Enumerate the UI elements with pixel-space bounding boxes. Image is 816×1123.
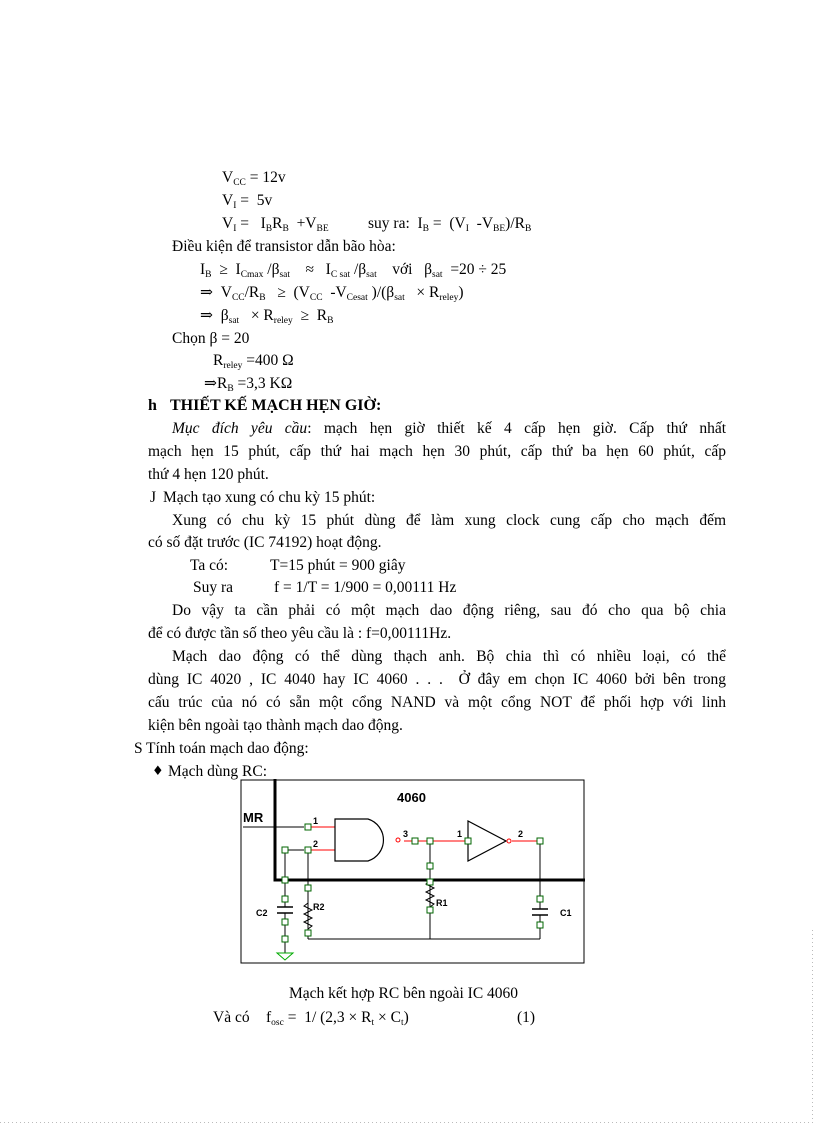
purpose-rest: : mạch hẹn giờ thiết kế 4 cấp hẹn giờ. Cấp thứ nhất bbox=[307, 420, 726, 437]
osc-para-line-2: để có được tần số theo yêu cầu là : f=0,00111Hz. bbox=[148, 625, 452, 642]
osc-para-line-1: Do vậy ta cần phải có một mạch dao động riêng, sau đó cho qua bộ chia bbox=[172, 602, 726, 619]
c2-label: C2 bbox=[256, 908, 268, 918]
eq-vcc-rb: ⇒ $V_{CC}/R_B \ge (V_{CC}$ $-V_{Cesat}$ )$/(\beta_{sat} \times R_{reley})$ bbox=[200, 284, 464, 303]
eq-vi-ib: $V_I = I_BR_B +V_{BE}$ bbox=[222, 215, 329, 234]
sub-marker-j: J bbox=[150, 489, 157, 506]
not-gate bbox=[468, 821, 506, 861]
section-marker: h bbox=[148, 397, 157, 414]
mr-label: MR bbox=[243, 810, 264, 825]
section-heading: THIẾT KẾ MẠCH HẸN GIỜ: bbox=[170, 397, 382, 414]
pin-nand-in2: 2 bbox=[313, 839, 319, 849]
choose-beta: Chọn β = 20 bbox=[172, 330, 250, 347]
pulse-generator-heading: Mạch tạo xung có chu kỳ 15 phút: bbox=[163, 489, 376, 506]
formula-label: Và có bbox=[213, 1009, 250, 1026]
ground-icon bbox=[277, 953, 293, 960]
pin-nand-in1: 1 bbox=[313, 816, 319, 826]
page-border-right bbox=[812, 930, 813, 1122]
calc-period: T=15 phút = 900 giây bbox=[270, 557, 406, 574]
r1-label: R1 bbox=[436, 898, 448, 908]
nand-gate bbox=[335, 819, 383, 861]
pin-not-in: 1 bbox=[457, 829, 463, 839]
schematic-frame bbox=[241, 780, 584, 963]
rc-oscillator-schematic bbox=[240, 779, 585, 965]
calc-label-1: Ta có: bbox=[190, 557, 229, 574]
ic-para-line-4: kiện bên ngoài tạo thành mạch dao động. bbox=[148, 717, 403, 734]
ic-para-line-3: cấu trúc của nó có sẵn một cổng NAND và một cổng NOT để phối hợp với linh bbox=[148, 694, 726, 711]
r2-label: R2 bbox=[313, 902, 325, 912]
pin-not-out: 2 bbox=[518, 829, 524, 839]
eq-ib-solve: suy ra: $I_B = (V_I$ $-V_{BE})/R_B$ bbox=[368, 215, 532, 234]
red-wires bbox=[308, 827, 540, 850]
bullet-icon: ♦ bbox=[152, 764, 164, 779]
eq-vcc: $V_{CC} = 12v$ bbox=[222, 169, 286, 188]
sub-marker-s: S bbox=[134, 740, 143, 757]
eq-vi: $V_I = 5v$ bbox=[222, 192, 273, 211]
rb-value: $\Rightarrow R_B =3,3$ KΩ bbox=[204, 375, 293, 394]
purpose-line-1 bbox=[172, 419, 726, 439]
nand-bubble bbox=[396, 838, 400, 842]
pulse-para-line-1: Xung có chu kỳ 15 phút dùng để làm xung clock cung cấp cho mạch đếm bbox=[172, 512, 726, 529]
ic-para-line-2: dùng IC 4020 , IC 4040 hay IC 4060 . . . Ở đây em chọn IC 4060 bởi bên trong bbox=[148, 671, 726, 688]
r-relay-value: $R_{reley} =400$ Ω bbox=[213, 352, 294, 371]
ic-label: 4060 bbox=[397, 790, 426, 805]
eq-beta-rrelay: ⇒ $\beta_{sat} \times R_{reley} \ge R_B$ bbox=[200, 307, 334, 326]
not-bubble bbox=[507, 839, 511, 843]
ic-para-line-1: Mạch dao động có thể dùng thạch anh. Bộ chia thì có nhiều loại, có thể bbox=[172, 648, 726, 665]
formula-fosc: $f_{osc} = 1/$ $(2,3 \times R_t \times C_t)$ bbox=[266, 1009, 409, 1028]
circuit-caption: Mạch kết hợp RC bên ngoài IC 4060 bbox=[289, 985, 519, 1002]
rc-circuit-heading: Mạch dùng RC: bbox=[168, 763, 268, 780]
purpose-line-2: mạch hẹn 15 phút, cấp thứ hai mạch hẹn 30 phút, cấp thứ ba hẹn 60 phút, cấp bbox=[148, 443, 726, 460]
purpose-line-3: thứ 4 hẹn 120 phút. bbox=[148, 466, 269, 483]
formula-number: (1) bbox=[517, 1009, 536, 1026]
pin-nand-out: 3 bbox=[403, 829, 409, 839]
calc-label-2: Suy ra bbox=[193, 579, 234, 596]
c1-label: C1 bbox=[560, 908, 572, 918]
osc-calc-heading: Tính toán mạch dao động: bbox=[146, 740, 309, 757]
pulse-para-line-2: có số đặt trước (IC 74192) hoạt động. bbox=[148, 534, 382, 551]
eq-ib-condition: $I_B \ge I_{Cmax}$ $/\beta_{sat}$ ≈ $I_{C sat}$ $/\beta_{sat}$ với $\beta_{sat} =20 \div 25$ bbox=[200, 261, 507, 280]
purpose-lead: Mục đích yêu cầu bbox=[172, 420, 308, 437]
calc-frequency: f = 1/T = 1/900 = 0,00111 Hz bbox=[274, 579, 457, 596]
saturation-condition: Điều kiện để transistor dẫn bão hòa: bbox=[172, 238, 396, 255]
